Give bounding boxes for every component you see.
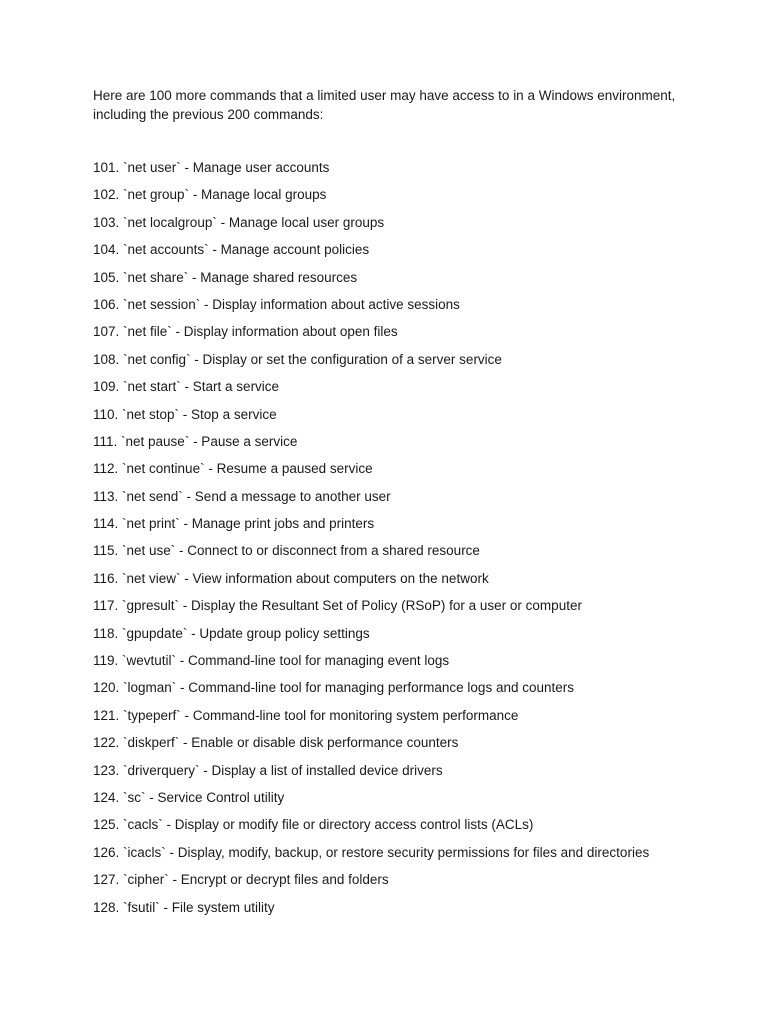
command-list-item: 117. `gpresult` - Display the Resultant Set of Policy (RSoP) for a user or computer [93, 598, 582, 614]
command-list-item: 109. `net start` - Start a service [93, 379, 280, 395]
command-list-item: 110. `net stop` - Stop a service [93, 406, 277, 422]
command-list-item: 107. `net file` - Display information about open files [93, 324, 398, 340]
command-list-item: 112. `net continue` - Resume a paused service [93, 461, 373, 477]
command-list-item: 116. `net view` - View information about computers on the network [93, 570, 489, 586]
command-list-item: 124. `sc` - Service Control utility [93, 789, 285, 805]
command-list-item: 105. `net share` - Manage shared resources [93, 269, 358, 285]
command-list-item: 128. `fsutil` - File system utility [93, 899, 275, 915]
command-list-item: 108. `net config` - Display or set the configuration of a server service [93, 351, 502, 367]
command-list-item: 121. `typeperf` - Command-line tool for monitoring system performance [93, 707, 519, 723]
command-list-item: 101. `net user` - Manage user accounts [93, 160, 330, 175]
command-list-item: 120. `logman` - Command-line tool for managing performance logs and counters [93, 680, 574, 696]
command-list-item: 111. `net pause` - Pause a service [93, 433, 298, 449]
command-list-item: 123. `driverquery` - Display a list of installed device drivers [93, 762, 443, 778]
command-list-item: 102. `net group` - Manage local groups [93, 187, 327, 203]
command-list [93, 158, 649, 925]
command-list-item: 113. `net send` - Send a message to another user [93, 488, 391, 504]
command-list-item: 106. `net session` - Display information about active sessions [93, 296, 460, 312]
command-list-item: 104. `net accounts` - Manage account policies [93, 242, 370, 258]
command-list-item: 119. `wevtutil` - Command-line tool for managing event logs [93, 653, 450, 669]
command-list-item: 126. `icacls` - Display, modify, backup, or restore security permissions for files and directories [93, 844, 650, 860]
command-list-item: 114. `net print` - Manage print jobs and printers [93, 516, 375, 532]
command-list-item: 103. `net localgroup` - Manage local user groups [93, 214, 385, 230]
command-list-item: 122. `diskperf` - Enable or disable disk performance counters [93, 735, 459, 751]
command-list-item: 127. `cipher` - Encrypt or decrypt files and folders [93, 872, 389, 888]
intro-paragraph: Here are 100 more commands that a limited user may have access to in a Windows environment, including the previous 200 commands: [93, 88, 676, 122]
command-list-item: 118. `gpupdate` - Update group policy settings [93, 625, 370, 641]
command-list-item: 115. `net use` - Connect to or disconnect from a shared resource [93, 543, 480, 559]
command-list-item: 125. `cacls` - Display or modify file or directory access control lists (ACLs) [93, 817, 534, 833]
